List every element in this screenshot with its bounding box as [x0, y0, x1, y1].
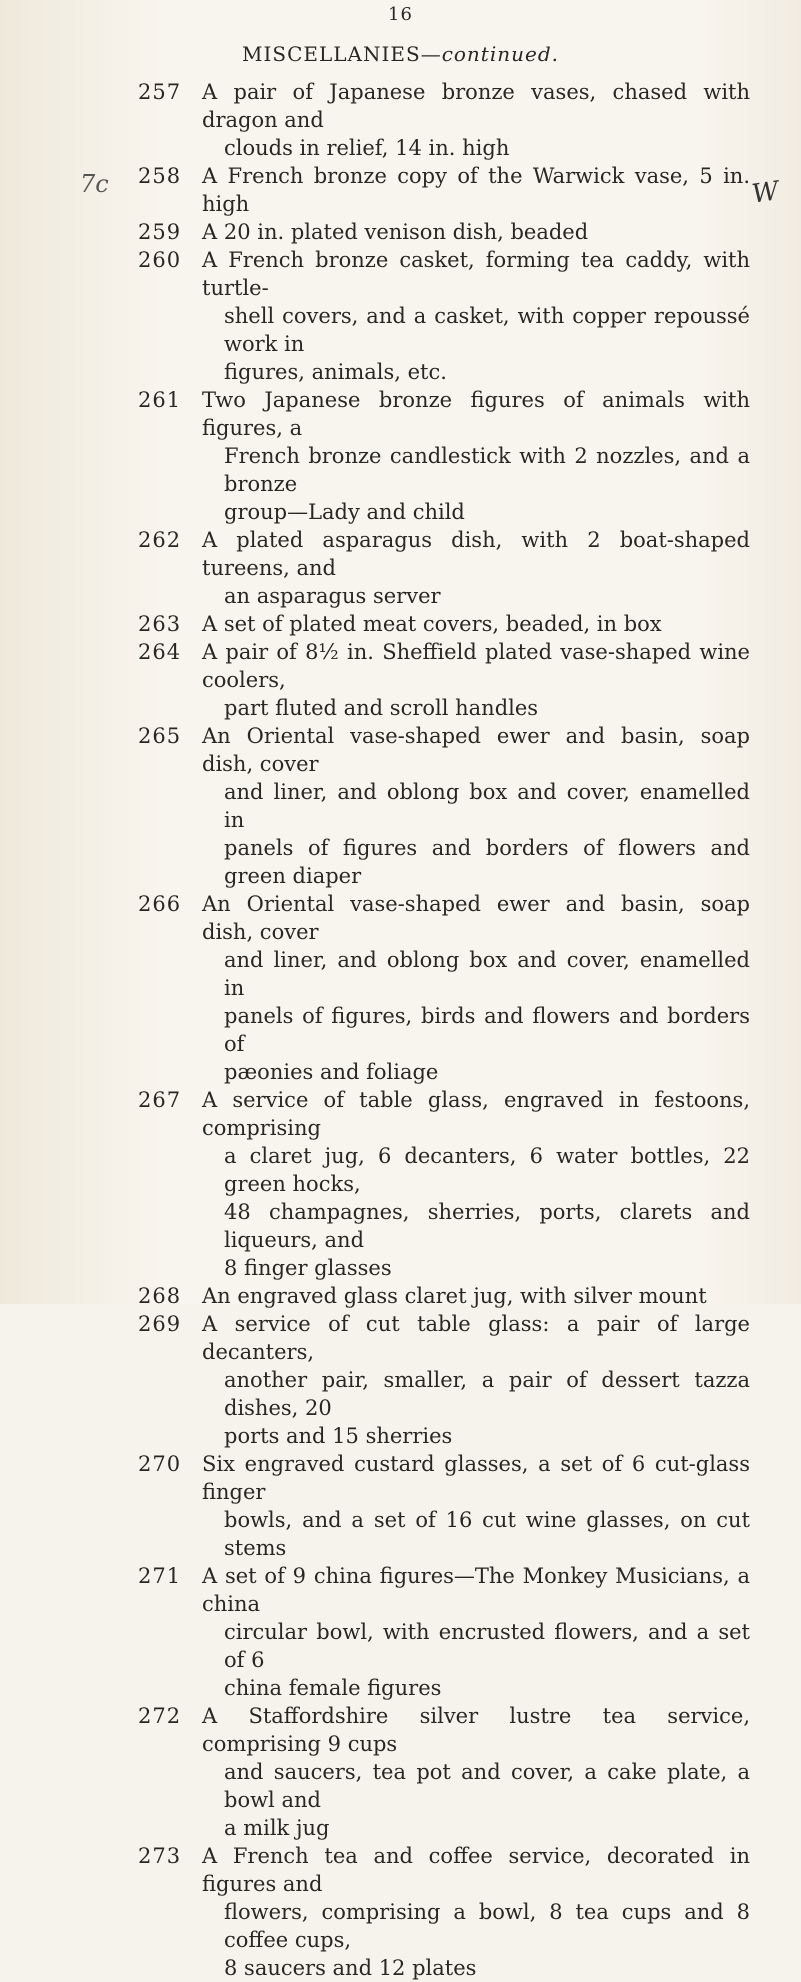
lot-description-line: A service of table glass, engraved in festoons, comprising — [202, 1088, 750, 1140]
lot-description — [202, 610, 750, 638]
lot-description — [202, 526, 750, 610]
lot-entry — [0, 1450, 801, 1562]
lot-description — [202, 638, 750, 722]
lot-entry — [0, 1562, 801, 1702]
lot-number: 260 — [138, 248, 182, 272]
lot-description-line: pæonies and foliage — [224, 1060, 439, 1084]
lot-description-line: An Oriental vase-shaped ewer and basin, soap dish, cover — [202, 724, 750, 776]
lot-list — [0, 78, 801, 1982]
lot-entry — [0, 1282, 801, 1310]
lot-description-line: panels of figures, birds and flowers and borders of — [224, 1004, 750, 1056]
lot-description — [202, 246, 750, 386]
lot-number: 257 — [138, 80, 182, 104]
lot-entry — [0, 1310, 801, 1450]
lot-entry — [0, 1842, 801, 1982]
page-number: 16 — [388, 4, 413, 25]
lot-entry — [0, 890, 801, 1086]
lot-description-line: A plated asparagus dish, with 2 boat-shaped tureens, and — [202, 528, 750, 580]
lot-description — [202, 722, 750, 890]
lot-number: 265 — [138, 724, 182, 748]
section-heading — [0, 42, 801, 66]
lot-description-line: An Oriental vase-shaped ewer and basin, soap dish, cover — [202, 892, 750, 944]
lot-number: 264 — [138, 640, 182, 664]
lot-description — [202, 218, 750, 246]
lot-entry — [0, 638, 801, 722]
lot-description-line: Six engraved custard glasses, a set of 6 cut-glass finger — [202, 1452, 750, 1504]
lot-description-line: figures, animals, etc. — [224, 360, 447, 384]
lot-entry — [0, 1702, 801, 1842]
lot-entry — [0, 1086, 801, 1282]
lot-description — [202, 78, 750, 162]
lot-description-line: and liner, and oblong box and cover, enamelled in — [224, 948, 750, 1000]
lot-description-line: A 20 in. plated venison dish, beaded — [202, 220, 589, 244]
lot-description-line: A pair of 8½ in. Sheffield plated vase-shaped wine coolers, — [202, 640, 750, 692]
lot-entry — [0, 386, 801, 526]
lot-description-line: A French bronze casket, forming tea caddy, with turtle- — [202, 248, 750, 300]
lot-description-line: flowers, comprising a bowl, 8 tea cups and 8 coffee cups, — [224, 1900, 750, 1952]
lot-description — [202, 1282, 750, 1310]
lot-description-line: and saucers, tea pot and cover, a cake plate, a bowl and — [224, 1760, 750, 1812]
lot-description-line: clouds in relief, 14 in. high — [224, 136, 510, 160]
lot-description-line: 8 finger glasses — [224, 1256, 392, 1280]
lot-number: 270 — [138, 1452, 182, 1476]
lot-entry — [0, 610, 801, 638]
lot-description-line: 48 champagnes, sherries, ports, clarets and liqueurs, and — [224, 1200, 750, 1252]
lot-description — [202, 1562, 750, 1702]
lot-description-line: an asparagus server — [224, 584, 441, 608]
lot-description-line: A French tea and coffee service, decorated in figures and — [202, 1844, 750, 1896]
handwritten-margin-note-left: 7c — [80, 170, 109, 198]
lot-description-line: A French bronze copy of the Warwick vase, 5 in. high — [202, 164, 750, 216]
lot-description-line: another pair, smaller, a pair of dessert tazza dishes, 20 — [224, 1368, 750, 1420]
lot-number: 263 — [138, 612, 182, 636]
lot-description — [202, 386, 750, 526]
lot-number: 271 — [138, 1564, 182, 1588]
lot-description — [202, 1086, 750, 1282]
lot-description-line: circular bowl, with encrusted flowers, and a set of 6 — [224, 1620, 750, 1672]
lot-entry — [0, 526, 801, 610]
lot-description — [202, 1450, 750, 1562]
lot-description-line: 8 saucers and 12 plates — [224, 1956, 477, 1980]
lot-description-line: A set of 9 china figures—The Monkey Musicians, a china — [202, 1564, 750, 1616]
lot-description-line: a claret jug, 6 decanters, 6 water bottles, 22 green hocks, — [224, 1144, 750, 1196]
lot-description-line: china female figures — [224, 1676, 442, 1700]
lot-description — [202, 1842, 750, 1982]
lot-description-line: part fluted and scroll handles — [224, 696, 539, 720]
lot-number: 259 — [138, 220, 182, 244]
lot-description-line: A set of plated meat covers, beaded, in box — [202, 612, 662, 636]
section-continued: —continued. — [420, 42, 560, 66]
lot-description-line: A pair of Japanese bronze vases, chased with dragon and — [202, 80, 750, 132]
lot-number: 268 — [138, 1284, 182, 1308]
lot-entry — [0, 218, 801, 246]
lot-number: 272 — [138, 1704, 182, 1728]
lot-number: 267 — [138, 1088, 182, 1112]
section-title: MISCELLANIES — [241, 42, 421, 66]
lot-description-line: shell covers, and a casket, with copper repoussé work in — [224, 304, 750, 356]
lot-description-line: ports and 15 sherries — [224, 1424, 453, 1448]
lot-entry — [0, 162, 801, 218]
lot-description — [202, 1310, 750, 1450]
lot-description-line: An engraved glass claret jug, with silver mount — [202, 1284, 707, 1308]
lot-description-line: French bronze candlestick with 2 nozzles, and a bronze — [224, 444, 750, 496]
lot-number: 269 — [138, 1312, 182, 1336]
lot-description-line: and liner, and oblong box and cover, enamelled in — [224, 780, 750, 832]
lot-description-line: group—Lady and child — [224, 500, 465, 524]
lot-description-line: bowls, and a set of 16 cut wine glasses, on cut stems — [224, 1508, 750, 1560]
lot-description-line: A service of cut table glass: a pair of large decanters, — [202, 1312, 750, 1364]
lot-number: 258 — [138, 164, 182, 188]
lot-entry — [0, 722, 801, 890]
lot-number: 273 — [138, 1844, 182, 1868]
lot-number: 266 — [138, 892, 182, 916]
lot-entry — [0, 246, 801, 386]
lot-entry — [0, 78, 801, 162]
lot-description-line: A Staffordshire silver lustre tea service, comprising 9 cups — [202, 1704, 750, 1756]
lot-description-line: Two Japanese bronze figures of animals with figures, a — [202, 388, 750, 440]
handwritten-margin-note-right: W — [750, 176, 781, 210]
lot-description — [202, 1702, 750, 1842]
lot-description — [202, 890, 750, 1086]
lot-description-line: panels of figures and borders of flowers and green diaper — [224, 836, 750, 888]
lot-number: 261 — [138, 388, 182, 412]
lot-description-line: a milk jug — [224, 1816, 330, 1840]
lot-description — [202, 162, 750, 218]
lot-number: 262 — [138, 528, 182, 552]
